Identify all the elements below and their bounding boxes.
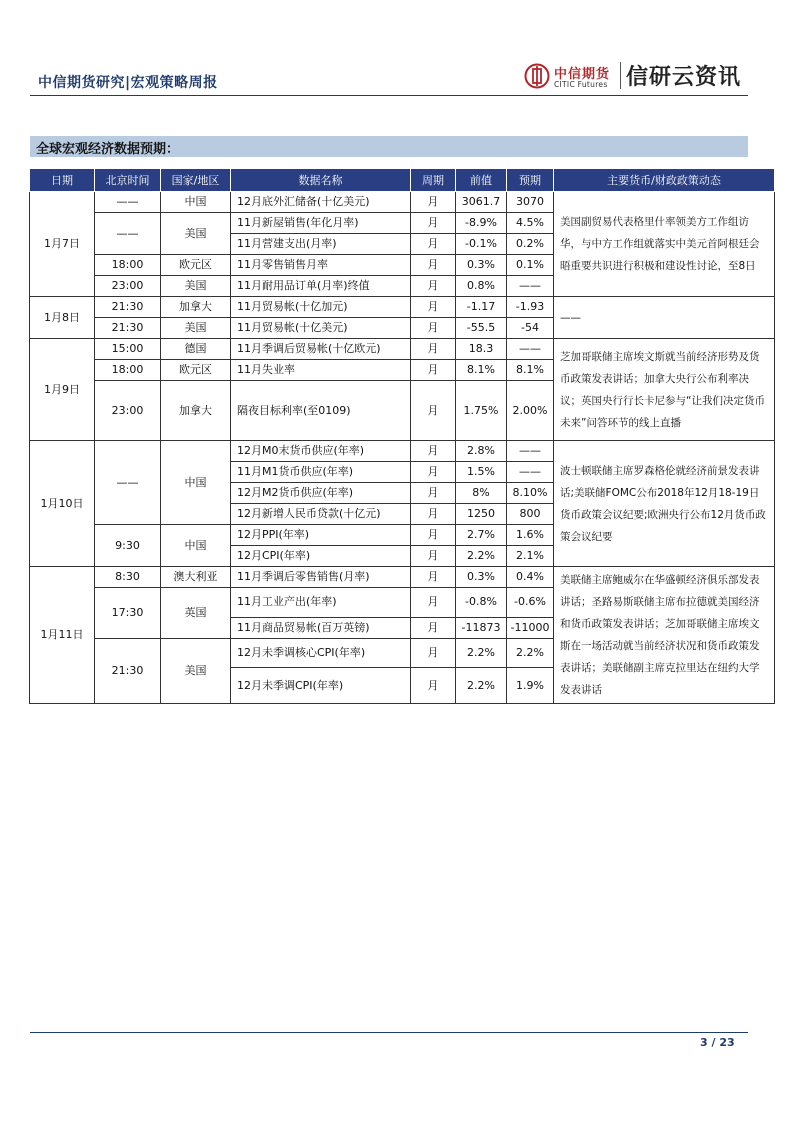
indicator-cell: 11月季调后贸易帐(十亿欧元) xyxy=(231,339,411,360)
prev-cell: -1.17 xyxy=(456,297,507,318)
country-cell: 欧元区 xyxy=(161,360,231,381)
country-cell: 加拿大 xyxy=(161,297,231,318)
indicator-cell: 11月失业率 xyxy=(231,360,411,381)
time-cell: 18:00 xyxy=(95,360,161,381)
country-cell: 美国 xyxy=(161,276,231,297)
indicator-cell: 11月商品贸易帐(百万英镑) xyxy=(231,617,411,638)
forecast-cell: 8.10% xyxy=(507,483,554,504)
forecast-cell: 800 xyxy=(507,504,554,525)
country-cell: 中国 xyxy=(161,525,231,567)
forecast-cell: -1.93 xyxy=(507,297,554,318)
prev-cell: -0.8% xyxy=(456,588,507,618)
prev-cell: 2.8% xyxy=(456,441,507,462)
forecast-cell: 3070 xyxy=(507,192,554,213)
prev-cell: 1.75% xyxy=(456,381,507,441)
period-cell: 月 xyxy=(411,255,456,276)
section-header xyxy=(30,136,748,157)
indicator-cell: 11月季调后零售销售(月率) xyxy=(231,567,411,588)
footer-divider xyxy=(30,1032,748,1033)
indicator-cell: 11月贸易帐(十亿美元) xyxy=(231,318,411,339)
policy-cell: 芝加哥联储主席埃文斯就当前经济形势及货币政策发表讲话；加拿大央行公布利率决议；英国央行行长卡尼参与“让我们决定货币未来”问答环节的线上直播 xyxy=(554,339,775,441)
time-cell: 23:00 xyxy=(95,276,161,297)
period-cell: 月 xyxy=(411,234,456,255)
table-row xyxy=(30,297,775,318)
forecast-cell: 1.9% xyxy=(507,668,554,704)
date-cell: 1月9日 xyxy=(30,339,95,441)
prev-cell: 0.3% xyxy=(456,255,507,276)
col-header: 周期 xyxy=(411,169,456,192)
prev-cell: 1250 xyxy=(456,504,507,525)
period-cell: 月 xyxy=(411,483,456,504)
table-header-row xyxy=(30,169,775,192)
period-cell: 月 xyxy=(411,339,456,360)
policy-cell: 美国副贸易代表格里什率领美方工作组访华，与中方工作组就落实中美元首阿根廷会晤重要共识进行积极和建设性讨论，至8日 xyxy=(554,192,775,297)
table-row xyxy=(30,192,775,213)
prev-cell: 0.3% xyxy=(456,567,507,588)
country-cell: 美国 xyxy=(161,318,231,339)
forecast-cell: -0.6% xyxy=(507,588,554,618)
country-cell: 澳大利亚 xyxy=(161,567,231,588)
col-header: 主要货币/财政政策动态 xyxy=(554,169,775,192)
report-title: 中信期货研究|宏观策略周报 xyxy=(38,75,218,91)
date-cell: 1月11日 xyxy=(30,567,95,704)
forecast-cell: 0.4% xyxy=(507,567,554,588)
forecast-cell: -11000 xyxy=(507,617,554,638)
forecast-cell: 1.6% xyxy=(507,525,554,546)
indicator-cell: 11月零售销售月率 xyxy=(231,255,411,276)
policy-cell: 波士顿联储主席罗森格伦就经济前景发表讲话;美联储FOMC公布2018年12月18-19日货币政策会议纪要;欧洲央行公布12月货币政策会议纪要 xyxy=(554,441,775,567)
period-cell: 月 xyxy=(411,318,456,339)
section-title: 全球宏观经济数据预期： xyxy=(36,142,180,157)
forecast-cell: 0.1% xyxy=(507,255,554,276)
table-row xyxy=(30,567,775,588)
period-cell: 月 xyxy=(411,462,456,483)
period-cell: 月 xyxy=(411,381,456,441)
forecast-cell: -54 xyxy=(507,318,554,339)
country-cell: 中国 xyxy=(161,441,231,525)
time-cell: 17:30 xyxy=(95,588,161,639)
indicator-cell: 12月PPI(年率) xyxy=(231,525,411,546)
forecast-cell: 2.00% xyxy=(507,381,554,441)
period-cell: 月 xyxy=(411,525,456,546)
country-cell: 英国 xyxy=(161,588,231,639)
logo-english-name: CITIC Futures xyxy=(554,80,608,89)
col-header: 数据名称 xyxy=(231,169,411,192)
period-cell: 月 xyxy=(411,588,456,618)
prev-cell: 2.2% xyxy=(456,668,507,704)
time-cell: 21:30 xyxy=(95,297,161,318)
time-cell: 23:00 xyxy=(95,381,161,441)
period-cell: 月 xyxy=(411,668,456,704)
col-header: 北京时间 xyxy=(95,169,161,192)
time-cell: 8:30 xyxy=(95,567,161,588)
prev-cell: 2.7% xyxy=(456,525,507,546)
col-header: 日期 xyxy=(30,169,95,192)
policy-cell: —— xyxy=(554,297,775,339)
date-cell: 1月10日 xyxy=(30,441,95,567)
macro-data-table xyxy=(29,168,775,704)
forecast-cell: 0.2% xyxy=(507,234,554,255)
indicator-cell: 11月工业产出(年率) xyxy=(231,588,411,618)
indicator-cell: 12月新增人民币贷款(十亿元) xyxy=(231,504,411,525)
prev-cell: 8.1% xyxy=(456,360,507,381)
col-header: 国家/地区 xyxy=(161,169,231,192)
prev-cell: 1.5% xyxy=(456,462,507,483)
indicator-cell: 12月未季调核心CPI(年率) xyxy=(231,638,411,668)
forecast-cell: —— xyxy=(507,462,554,483)
citic-logo-icon xyxy=(524,63,550,89)
period-cell: 月 xyxy=(411,546,456,567)
indicator-cell: 12月未季调CPI(年率) xyxy=(231,668,411,704)
period-cell: 月 xyxy=(411,617,456,638)
period-cell: 月 xyxy=(411,441,456,462)
prev-cell: -55.5 xyxy=(456,318,507,339)
indicator-cell: 11月营建支出(月率) xyxy=(231,234,411,255)
time-cell: —— xyxy=(95,441,161,525)
prev-cell: -0.1% xyxy=(456,234,507,255)
logo-chinese-name: 中信期货 xyxy=(554,67,611,82)
time-cell: —— xyxy=(95,213,161,255)
period-cell: 月 xyxy=(411,276,456,297)
country-cell: 加拿大 xyxy=(161,381,231,441)
forecast-cell: —— xyxy=(507,339,554,360)
country-cell: 德国 xyxy=(161,339,231,360)
country-cell: 欧元区 xyxy=(161,255,231,276)
table-row xyxy=(30,339,775,360)
forecast-cell: 8.1% xyxy=(507,360,554,381)
date-cell: 1月8日 xyxy=(30,297,95,339)
prev-cell: 3061.7 xyxy=(456,192,507,213)
logo-divider xyxy=(620,62,621,89)
brand-name: 信研云资讯 xyxy=(626,64,742,90)
period-cell: 月 xyxy=(411,638,456,668)
period-cell: 月 xyxy=(411,360,456,381)
prev-cell: 0.8% xyxy=(456,276,507,297)
time-cell: 21:30 xyxy=(95,638,161,704)
time-cell: 18:00 xyxy=(95,255,161,276)
indicator-cell: 隔夜目标利率(至0109) xyxy=(231,381,411,441)
forecast-cell: 2.1% xyxy=(507,546,554,567)
policy-cell: 美联储主席鲍威尔在华盛顿经济俱乐部发表讲话；圣路易斯联储主席布拉德就美国经济和货币政策发表讲话；芝加哥联储主席埃文斯在一场活动就当前经济状况和货币政策发表讲话；美联储副主席克拉里达在纽约大学发表讲话 xyxy=(554,567,775,704)
period-cell: 月 xyxy=(411,297,456,318)
indicator-cell: 12月CPI(年率) xyxy=(231,546,411,567)
indicator-cell: 12月M2货币供应(年率) xyxy=(231,483,411,504)
forecast-cell: —— xyxy=(507,276,554,297)
prev-cell: -8.9% xyxy=(456,213,507,234)
indicator-cell: 12月底外汇储备(十亿美元) xyxy=(231,192,411,213)
country-cell: 中国 xyxy=(161,192,231,213)
forecast-cell: 2.2% xyxy=(507,638,554,668)
period-cell: 月 xyxy=(411,567,456,588)
time-cell: 15:00 xyxy=(95,339,161,360)
prev-cell: 2.2% xyxy=(456,546,507,567)
time-cell: 21:30 xyxy=(95,318,161,339)
forecast-cell: —— xyxy=(507,441,554,462)
page-number: 3 / 23 xyxy=(700,1036,735,1049)
prev-cell: 2.2% xyxy=(456,638,507,668)
forecast-cell: 4.5% xyxy=(507,213,554,234)
indicator-cell: 11月新屋销售(年化月率) xyxy=(231,213,411,234)
indicator-cell: 12月M0末货币供应(年率) xyxy=(231,441,411,462)
col-header: 前值 xyxy=(456,169,507,192)
time-cell: 9:30 xyxy=(95,525,161,567)
country-cell: 美国 xyxy=(161,213,231,255)
time-cell: —— xyxy=(95,192,161,213)
period-cell: 月 xyxy=(411,192,456,213)
country-cell: 美国 xyxy=(161,638,231,704)
date-cell: 1月7日 xyxy=(30,192,95,297)
prev-cell: 8% xyxy=(456,483,507,504)
period-cell: 月 xyxy=(411,213,456,234)
col-header: 预期 xyxy=(507,169,554,192)
indicator-cell: 11月耐用品订单(月率)终值 xyxy=(231,276,411,297)
company-logo xyxy=(524,60,754,92)
indicator-cell: 11月贸易帐(十亿加元) xyxy=(231,297,411,318)
table-row xyxy=(30,441,775,462)
header-divider xyxy=(30,95,748,96)
prev-cell: -11873 xyxy=(456,617,507,638)
indicator-cell: 11月M1货币供应(年率) xyxy=(231,462,411,483)
period-cell: 月 xyxy=(411,504,456,525)
prev-cell: 18.3 xyxy=(456,339,507,360)
